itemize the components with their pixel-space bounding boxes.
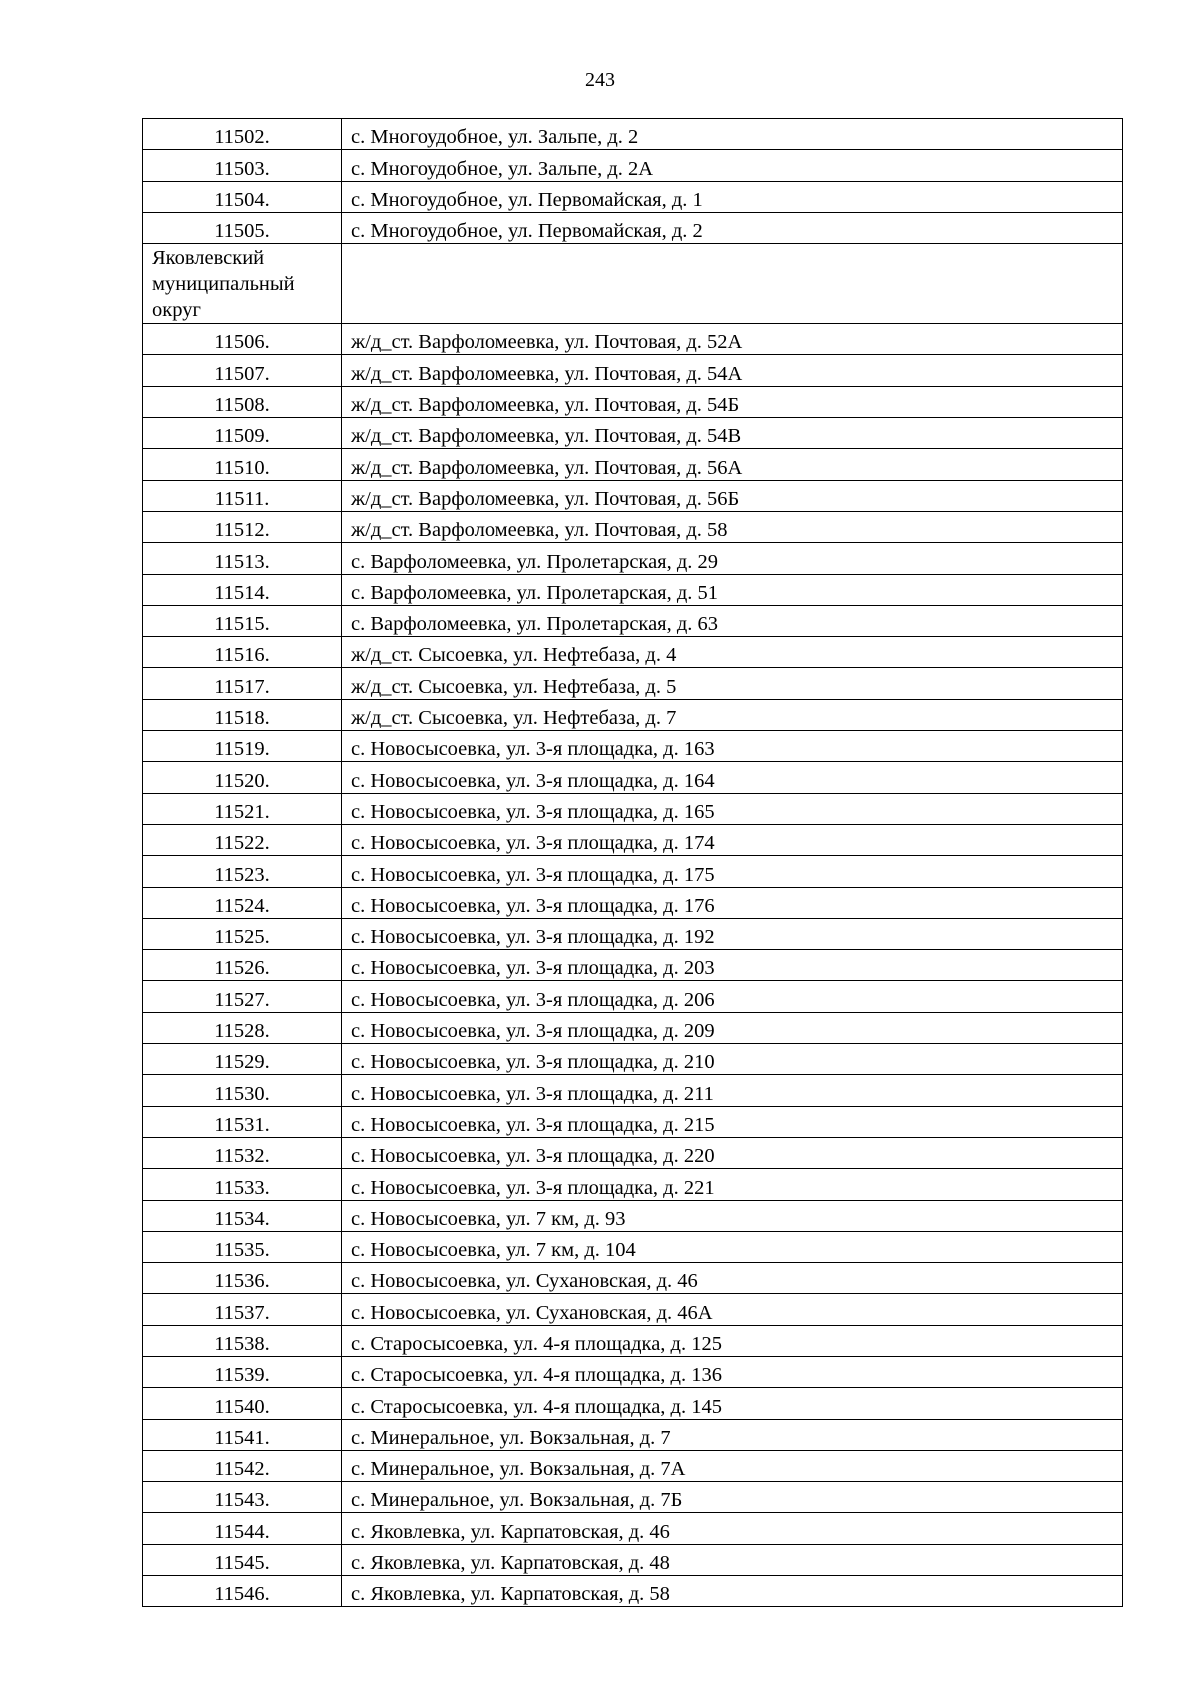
table-row [143,1231,1123,1262]
row-address: ж/д_ст. Варфоломеевка, ул. Почтовая, д. 54Б [342,386,1123,417]
row-number: 11532. [143,1137,342,1168]
row-address: с. Новосысоевка, ул. 3-я площадка, д. 192 [342,918,1123,949]
row-number: 11528. [143,1012,342,1043]
row-address: с. Новосысоевка, ул. 3-я площадка, д. 164 [342,762,1123,793]
row-address: ж/д_ст. Сысоевка, ул. Нефтебаза, д. 4 [342,637,1123,668]
row-number: 11511. [143,480,342,511]
table-row [143,950,1123,981]
row-address: с. Многоудобное, ул. Первомайская, д. 2 [342,212,1123,243]
row-number: 11545. [143,1544,342,1575]
table-row [143,1012,1123,1043]
row-number: 11526. [143,950,342,981]
row-number: 11517. [143,668,342,699]
row-address: с. Новосысоевка, ул. 3-я площадка, д. 176 [342,887,1123,918]
row-address: с. Новосысоевка, ул. 3-я площадка, д. 206 [342,981,1123,1012]
row-address: с. Новосысоевка, ул. Сухановская, д. 46А [342,1294,1123,1325]
row-address: с. Новосысоевка, ул. 3-я площадка, д. 211 [342,1075,1123,1106]
table-row [143,1388,1123,1419]
row-address: с. Минеральное, ул. Вокзальная, д. 7А [342,1450,1123,1481]
row-address: ж/д_ст. Варфоломеевка, ул. Почтовая, д. 52А [342,324,1123,355]
row-number: 11525. [143,918,342,949]
row-number: 11503. [143,150,342,181]
row-address: ж/д_ст. Варфоломеевка, ул. Почтовая, д. 56А [342,449,1123,480]
table-row [143,480,1123,511]
table-row [143,605,1123,636]
table-row [143,824,1123,855]
table-row [143,637,1123,668]
table-row [143,1106,1123,1137]
row-address: с. Новосысоевка, ул. Сухановская, д. 46 [342,1263,1123,1294]
row-number: 11539. [143,1356,342,1387]
row-number: 11505. [143,212,342,243]
table-row [143,1294,1123,1325]
table-row [143,181,1123,212]
row-number: 11538. [143,1325,342,1356]
table-row [143,1263,1123,1294]
table-row [143,574,1123,605]
table-row [143,324,1123,355]
row-number: 11546. [143,1576,342,1607]
row-address: с. Яковлевка, ул. Карпатовская, д. 48 [342,1544,1123,1575]
table-row [143,668,1123,699]
row-address: с. Варфоломеевка, ул. Пролетарская, д. 51 [342,574,1123,605]
row-address: с. Новосысоевка, ул. 3-я площадка, д. 203 [342,950,1123,981]
row-number: 11543. [143,1482,342,1513]
row-number: 11540. [143,1388,342,1419]
row-number: 11508. [143,386,342,417]
table-row [143,1200,1123,1231]
row-address: с. Новосысоевка, ул. 3-я площадка, д. 209 [342,1012,1123,1043]
row-number: 11514. [143,574,342,605]
row-number: 11531. [143,1106,342,1137]
table-row [143,119,1123,150]
table-row [143,511,1123,542]
table-row [143,1325,1123,1356]
row-address: ж/д_ст. Варфоломеевка, ул. Почтовая, д. 54А [342,355,1123,386]
row-number: 11542. [143,1450,342,1481]
table-row [143,981,1123,1012]
table-row [143,887,1123,918]
table-row [143,1137,1123,1168]
row-address: с. Новосысоевка, ул. 3-я площадка, д. 221 [342,1169,1123,1200]
row-number: 11516. [143,637,342,668]
row-address: с. Новосысоевка, ул. 3-я площадка, д. 210 [342,1044,1123,1075]
row-number: 11523. [143,856,342,887]
row-number: 11533. [143,1169,342,1200]
row-address: с. Многоудобное, ул. Зальпе, д. 2 [342,119,1123,150]
row-address: с. Яковлевка, ул. Карпатовская, д. 58 [342,1576,1123,1607]
table-row [143,1576,1123,1607]
row-number: 11544. [143,1513,342,1544]
group-empty-cell [342,244,1123,324]
row-number: 11524. [143,887,342,918]
table-row [143,1419,1123,1450]
row-address: с. Новосысоевка, ул. 3-я площадка, д. 174 [342,824,1123,855]
row-number: 11515. [143,605,342,636]
table-row [143,918,1123,949]
address-table [142,118,1123,1607]
table-row [143,418,1123,449]
row-address: с. Минеральное, ул. Вокзальная, д. 7Б [342,1482,1123,1513]
row-address: с. Варфоломеевка, ул. Пролетарская, д. 63 [342,605,1123,636]
row-address: с. Новосысоевка, ул. 3-я площадка, д. 165 [342,793,1123,824]
table-row [143,449,1123,480]
table-row [143,543,1123,574]
row-address: с. Новосысоевка, ул. 7 км, д. 93 [342,1200,1123,1231]
row-address: ж/д_ст. Сысоевка, ул. Нефтебаза, д. 7 [342,699,1123,730]
table-row [143,762,1123,793]
table-row [143,1075,1123,1106]
row-number: 11513. [143,543,342,574]
table-row [143,1482,1123,1513]
table-row [143,212,1123,243]
table-row [143,1544,1123,1575]
row-number: 11537. [143,1294,342,1325]
table-row [143,793,1123,824]
group-name: Яковлевский муниципальный округ [143,244,342,324]
row-number: 11536. [143,1263,342,1294]
row-number: 11506. [143,324,342,355]
row-address: с. Старосысоевка, ул. 4-я площадка, д. 136 [342,1356,1123,1387]
row-number: 11529. [143,1044,342,1075]
row-address: с. Старосысоевка, ул. 4-я площадка, д. 145 [342,1388,1123,1419]
table-row [143,386,1123,417]
table-row [143,731,1123,762]
row-address: с. Новосысоевка, ул. 3-я площадка, д. 175 [342,856,1123,887]
row-address: ж/д_ст. Варфоломеевка, ул. Почтовая, д. 54В [342,418,1123,449]
row-number: 11504. [143,181,342,212]
row-number: 11518. [143,699,342,730]
row-number: 11535. [143,1231,342,1262]
table-row [143,856,1123,887]
row-address: с. Минеральное, ул. Вокзальная, д. 7 [342,1419,1123,1450]
row-number: 11510. [143,449,342,480]
row-number: 11512. [143,511,342,542]
row-address: с. Яковлевка, ул. Карпатовская, д. 46 [342,1513,1123,1544]
table-row [143,699,1123,730]
row-number: 11521. [143,793,342,824]
row-address: с. Многоудобное, ул. Зальпе, д. 2А [342,150,1123,181]
table-row [143,355,1123,386]
row-number: 11520. [143,762,342,793]
row-address: с. Новосысоевка, ул. 7 км, д. 104 [342,1231,1123,1262]
row-address: ж/д_ст. Варфоломеевка, ул. Почтовая, д. 56Б [342,480,1123,511]
row-address: с. Новосысоевка, ул. 3-я площадка, д. 163 [342,731,1123,762]
row-number: 11519. [143,731,342,762]
row-number: 11534. [143,1200,342,1231]
table-row [143,150,1123,181]
row-number: 11509. [143,418,342,449]
row-number: 11507. [143,355,342,386]
table-row [143,1169,1123,1200]
row-address: с. Новосысоевка, ул. 3-я площадка, д. 220 [342,1137,1123,1168]
table-row [143,1356,1123,1387]
group-header-row [143,244,1123,324]
row-number: 11502. [143,119,342,150]
table-row [143,1450,1123,1481]
row-address: с. Варфоломеевка, ул. Пролетарская, д. 29 [342,543,1123,574]
row-address: с. Многоудобное, ул. Первомайская, д. 1 [342,181,1123,212]
address-table-body [143,119,1123,1607]
row-number: 11530. [143,1075,342,1106]
row-address: с. Старосысоевка, ул. 4-я площадка, д. 125 [342,1325,1123,1356]
row-address: ж/д_ст. Варфоломеевка, ул. Почтовая, д. 58 [342,511,1123,542]
page-number: 243 [585,69,615,91]
row-number: 11527. [143,981,342,1012]
row-number: 11522. [143,824,342,855]
row-address: ж/д_ст. Сысоевка, ул. Нефтебаза, д. 5 [342,668,1123,699]
row-number: 11541. [143,1419,342,1450]
table-row [143,1513,1123,1544]
table-row [143,1044,1123,1075]
row-address: с. Новосысоевка, ул. 3-я площадка, д. 215 [342,1106,1123,1137]
